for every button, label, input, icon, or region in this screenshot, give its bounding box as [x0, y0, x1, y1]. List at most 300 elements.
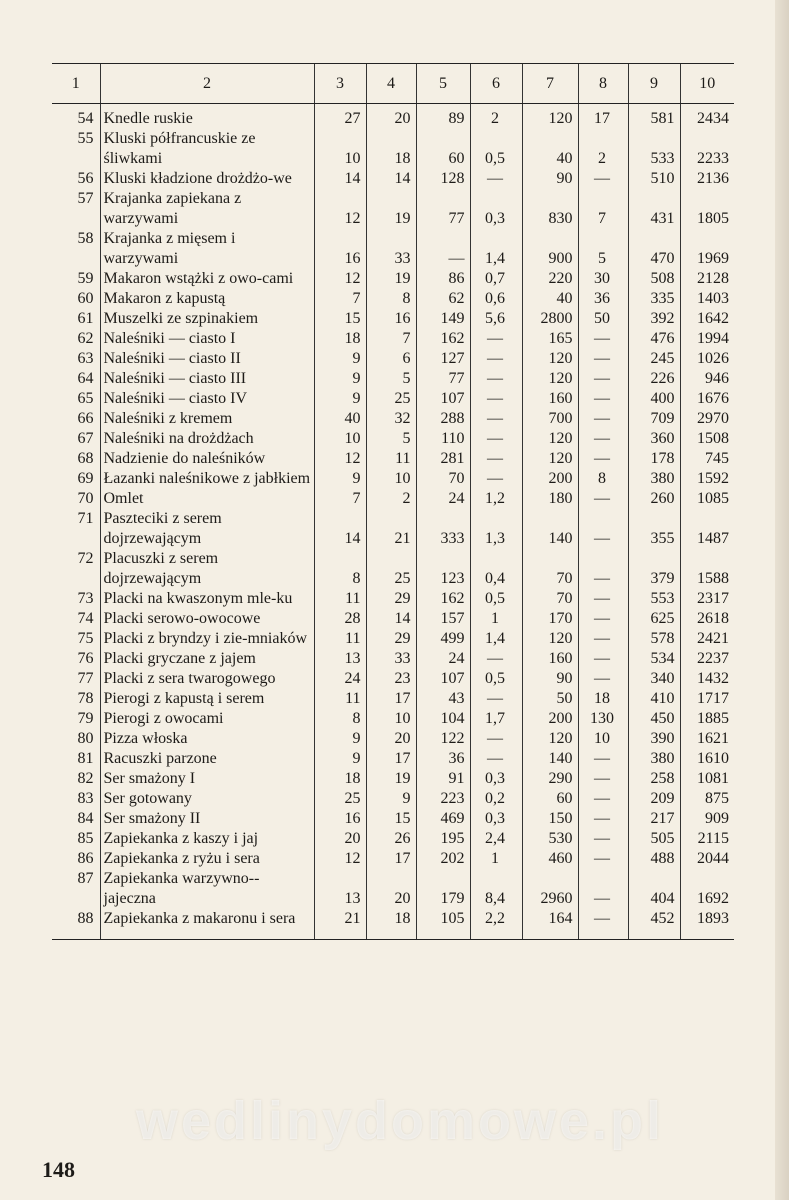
value-col-6: — [470, 349, 522, 369]
value-col-6: 1 [470, 849, 522, 869]
value-col-10: 745 [680, 449, 734, 469]
value-col-7: 160 [522, 649, 578, 669]
value-col-3: 13 [314, 649, 366, 669]
row-number: 86 [77, 850, 94, 867]
value-col-3: 14 [314, 169, 366, 189]
value-col-7: 164 [522, 909, 578, 940]
value-col-7: 170 [522, 609, 578, 629]
value-col-8: — [578, 549, 628, 589]
value-col-4: 21 [366, 509, 416, 549]
value-col-8: — [578, 869, 628, 909]
value-col-9: 534 [628, 649, 680, 669]
value-col-5: 62 [416, 289, 470, 309]
value-col-8: 2 [578, 129, 628, 169]
row-number: 77 [77, 670, 94, 687]
value-col-10: 1642 [680, 309, 734, 329]
value-col-3: 13 [314, 869, 366, 909]
value-col-8: — [578, 169, 628, 189]
col-header-8: 8 [578, 64, 628, 104]
value-col-5: 77 [416, 189, 470, 229]
dish-name: Zapiekanka z kaszy i jaj [100, 829, 314, 849]
value-col-4: 10 [366, 469, 416, 489]
value-col-9: 379 [628, 549, 680, 589]
value-col-3: 15 [314, 309, 366, 329]
value-col-6: 0,3 [470, 769, 522, 789]
row-number: 56 [77, 170, 94, 187]
value-col-6: — [470, 729, 522, 749]
value-col-9: 476 [628, 329, 680, 349]
dish-name: Łazanki naleśnikowe z jabłkiem [100, 469, 314, 489]
value-col-4: 19 [366, 269, 416, 289]
table-row [52, 509, 734, 549]
table-row [52, 709, 734, 729]
value-col-5: 107 [416, 669, 470, 689]
value-col-10: 909 [680, 809, 734, 829]
watermark: wedlinydomowe.pl [135, 1091, 665, 1151]
dish-name: Makaron wstążki z owo-cami [100, 269, 314, 289]
value-col-9: 258 [628, 769, 680, 789]
dish-name: Racuszki parzone [100, 749, 314, 769]
value-col-7: 40 [522, 129, 578, 169]
row-number: 78 [77, 690, 94, 707]
value-col-8: — [578, 649, 628, 669]
table-row [52, 309, 734, 329]
dish-name: Kluski kładzione drożdżo-we [100, 169, 314, 189]
value-col-10: 2421 [680, 629, 734, 649]
table-row [52, 369, 734, 389]
value-col-10: 2044 [680, 849, 734, 869]
value-col-6: 0,4 [470, 549, 522, 589]
dish-name: Pierogi z kapustą i serem [100, 689, 314, 709]
value-col-4: 25 [366, 389, 416, 409]
value-col-4: 26 [366, 829, 416, 849]
value-col-9: 217 [628, 809, 680, 829]
value-col-10: 1621 [680, 729, 734, 749]
col-header-5: 5 [416, 64, 470, 104]
value-col-9: 340 [628, 669, 680, 689]
row-number: 73 [77, 590, 94, 607]
value-col-7: 160 [522, 389, 578, 409]
value-col-7: 120 [522, 629, 578, 649]
row-number: 72 [77, 550, 94, 567]
value-col-3: 9 [314, 749, 366, 769]
value-col-3: 12 [314, 269, 366, 289]
value-col-6: 0,5 [470, 129, 522, 169]
value-col-3: 7 [314, 489, 366, 509]
dish-name: Kluski półfrancuskie ze śliwkami [100, 129, 314, 169]
value-col-4: 32 [366, 409, 416, 429]
value-col-6: 0,5 [470, 589, 522, 609]
value-col-10: 2136 [680, 169, 734, 189]
row-number: 58 [77, 230, 94, 247]
value-col-5: 469 [416, 809, 470, 829]
value-col-5: 149 [416, 309, 470, 329]
value-col-7: 530 [522, 829, 578, 849]
value-col-4: 29 [366, 589, 416, 609]
value-col-10: 2233 [680, 129, 734, 169]
table-row [52, 329, 734, 349]
value-col-4: 2 [366, 489, 416, 509]
table-row [52, 229, 734, 269]
table-row [52, 829, 734, 849]
value-col-4: 20 [366, 729, 416, 749]
table-row [52, 409, 734, 429]
row-number: 85 [77, 830, 94, 847]
value-col-3: 9 [314, 729, 366, 749]
value-col-8: 36 [578, 289, 628, 309]
value-col-10: 2618 [680, 609, 734, 629]
col-header-10: 10 [680, 64, 734, 104]
value-col-5: 162 [416, 329, 470, 349]
value-col-7: 165 [522, 329, 578, 349]
row-number: 67 [77, 430, 94, 447]
value-col-5: 89 [416, 104, 470, 130]
dish-name: Krajanka zapiekana z warzywami [100, 189, 314, 229]
value-col-3: 11 [314, 689, 366, 709]
header-row [52, 64, 734, 104]
value-col-7: 50 [522, 689, 578, 709]
table-row [52, 749, 734, 769]
value-col-8: — [578, 769, 628, 789]
page-edge [775, 0, 789, 1200]
nutrition-table [52, 63, 734, 940]
value-col-10: 1403 [680, 289, 734, 309]
value-col-8: 30 [578, 269, 628, 289]
table-row [52, 469, 734, 489]
dish-name: Zapiekanka z makaronu i sera [100, 909, 314, 940]
value-col-5: 157 [416, 609, 470, 629]
value-col-8: 10 [578, 729, 628, 749]
value-col-10: 2434 [680, 104, 734, 130]
table-row [52, 629, 734, 649]
table-row [52, 429, 734, 449]
value-col-10: 2115 [680, 829, 734, 849]
value-col-3: 11 [314, 629, 366, 649]
value-col-6: — [470, 389, 522, 409]
value-col-5: 104 [416, 709, 470, 729]
value-col-10: 1085 [680, 489, 734, 509]
value-col-9: 335 [628, 289, 680, 309]
dish-name: Makaron z kapustą [100, 289, 314, 309]
dish-name: Omlet [100, 489, 314, 509]
value-col-8: 18 [578, 689, 628, 709]
table-row [52, 609, 734, 629]
value-col-9: 581 [628, 104, 680, 130]
table-row [52, 809, 734, 829]
value-col-9: 260 [628, 489, 680, 509]
value-col-10: 1592 [680, 469, 734, 489]
value-col-5: 123 [416, 549, 470, 589]
value-col-4: 18 [366, 909, 416, 940]
value-col-10: 1893 [680, 909, 734, 940]
value-col-10: 1487 [680, 509, 734, 549]
value-col-4: 33 [366, 649, 416, 669]
dish-name: Pierogi z owocami [100, 709, 314, 729]
dish-name: Placki z sera twarogowego [100, 669, 314, 689]
col-header-2: 2 [100, 64, 314, 104]
value-col-7: 150 [522, 809, 578, 829]
value-col-8: 130 [578, 709, 628, 729]
row-number: 54 [77, 110, 94, 127]
row-number: 68 [77, 450, 94, 467]
value-col-10: 1969 [680, 229, 734, 269]
row-number: 79 [77, 710, 94, 727]
value-col-7: 200 [522, 709, 578, 729]
value-col-6: — [470, 649, 522, 669]
value-col-6: — [470, 749, 522, 769]
value-col-6: — [470, 449, 522, 469]
value-col-4: 29 [366, 629, 416, 649]
value-col-6: 1 [470, 609, 522, 629]
table-row [52, 169, 734, 189]
table-row [52, 869, 734, 909]
value-col-10: 1081 [680, 769, 734, 789]
dish-name: Paszteciki z serem dojrzewającym [100, 509, 314, 549]
dish-name: Placki serowo-owocowe [100, 609, 314, 629]
col-header-3: 3 [314, 64, 366, 104]
value-col-4: 5 [366, 369, 416, 389]
value-col-10: 875 [680, 789, 734, 809]
value-col-4: 19 [366, 189, 416, 229]
value-col-6: 1,2 [470, 489, 522, 509]
row-number: 55 [77, 130, 94, 147]
dish-name: Naleśniki — ciasto II [100, 349, 314, 369]
row-number: 59 [77, 270, 94, 287]
value-col-8: 17 [578, 104, 628, 130]
row-number: 87 [77, 870, 94, 887]
value-col-8: — [578, 629, 628, 649]
value-col-7: 40 [522, 289, 578, 309]
table-row [52, 189, 734, 229]
value-col-9: 510 [628, 169, 680, 189]
dish-name: Krajanka z mięsem i warzywami [100, 229, 314, 269]
value-col-9: 533 [628, 129, 680, 169]
value-col-8: — [578, 809, 628, 829]
value-col-9: 508 [628, 269, 680, 289]
dish-name: Naleśniki na drożdżach [100, 429, 314, 449]
dish-name: Zapiekanka z ryżu i sera [100, 849, 314, 869]
dish-name: Ser gotowany [100, 789, 314, 809]
dish-name: Placki z bryndzy i zie-mniaków [100, 629, 314, 649]
value-col-6: 1,3 [470, 509, 522, 549]
value-col-6: — [470, 329, 522, 349]
value-col-10: 1692 [680, 869, 734, 909]
value-col-5: 499 [416, 629, 470, 649]
value-col-5: 86 [416, 269, 470, 289]
row-number: 70 [77, 490, 94, 507]
value-col-3: 9 [314, 389, 366, 409]
row-number: 61 [77, 310, 94, 327]
row-number: 57 [77, 190, 94, 207]
value-col-8: — [578, 909, 628, 940]
value-col-3: 10 [314, 129, 366, 169]
table-row [52, 769, 734, 789]
table-row [52, 349, 734, 369]
value-col-4: 17 [366, 749, 416, 769]
dish-name: Naleśniki z kremem [100, 409, 314, 429]
col-header-6: 6 [470, 64, 522, 104]
value-col-10: 946 [680, 369, 734, 389]
value-col-9: 470 [628, 229, 680, 269]
value-col-5: 24 [416, 489, 470, 509]
value-col-3: 10 [314, 429, 366, 449]
value-col-6: 1,4 [470, 629, 522, 649]
value-col-7: 2960 [522, 869, 578, 909]
value-col-10: 1026 [680, 349, 734, 369]
value-col-6: 2 [470, 104, 522, 130]
value-col-9: 410 [628, 689, 680, 709]
value-col-8: — [578, 369, 628, 389]
row-number: 81 [77, 750, 94, 767]
value-col-10: 2237 [680, 649, 734, 669]
value-col-10: 1432 [680, 669, 734, 689]
row-number: 84 [77, 810, 94, 827]
value-col-4: 23 [366, 669, 416, 689]
value-col-5: 179 [416, 869, 470, 909]
value-col-3: 8 [314, 709, 366, 729]
value-col-8: — [578, 509, 628, 549]
table-row [52, 689, 734, 709]
value-col-7: 90 [522, 669, 578, 689]
value-col-8: — [578, 669, 628, 689]
table-row [52, 909, 734, 940]
value-col-10: 2317 [680, 589, 734, 609]
value-col-6: — [470, 169, 522, 189]
value-col-4: 7 [366, 329, 416, 349]
value-col-9: 392 [628, 309, 680, 329]
value-col-4: 17 [366, 689, 416, 709]
value-col-4: 18 [366, 129, 416, 169]
row-number: 71 [77, 510, 94, 527]
table-row [52, 269, 734, 289]
row-number: 60 [77, 290, 94, 307]
value-col-6: — [470, 429, 522, 449]
value-col-6: 0,3 [470, 809, 522, 829]
value-col-5: 110 [416, 429, 470, 449]
value-col-9: 390 [628, 729, 680, 749]
value-col-8: 50 [578, 309, 628, 329]
value-col-10: 1994 [680, 329, 734, 349]
value-col-8: — [578, 389, 628, 409]
value-col-3: 11 [314, 589, 366, 609]
value-col-3: 16 [314, 229, 366, 269]
value-col-6: 1,7 [470, 709, 522, 729]
value-col-3: 14 [314, 509, 366, 549]
value-col-9: 553 [628, 589, 680, 609]
value-col-7: 90 [522, 169, 578, 189]
row-number: 74 [77, 610, 94, 627]
value-col-5: 128 [416, 169, 470, 189]
value-col-3: 40 [314, 409, 366, 429]
value-col-7: 200 [522, 469, 578, 489]
value-col-10: 1508 [680, 429, 734, 449]
value-col-9: 178 [628, 449, 680, 469]
value-col-3: 9 [314, 369, 366, 389]
row-number: 66 [77, 410, 94, 427]
value-col-7: 120 [522, 104, 578, 130]
table-row [52, 669, 734, 689]
value-col-5: 333 [416, 509, 470, 549]
value-col-9: 400 [628, 389, 680, 409]
value-col-7: 700 [522, 409, 578, 429]
value-col-10: 2128 [680, 269, 734, 289]
row-number: 64 [77, 370, 94, 387]
value-col-8: 8 [578, 469, 628, 489]
value-col-3: 12 [314, 189, 366, 229]
value-col-7: 120 [522, 349, 578, 369]
value-col-5: 195 [416, 829, 470, 849]
value-col-5: 91 [416, 769, 470, 789]
table-row [52, 649, 734, 669]
table-row [52, 129, 734, 169]
table-row [52, 729, 734, 749]
value-col-9: 226 [628, 369, 680, 389]
col-header-7: 7 [522, 64, 578, 104]
dish-name: Pizza włoska [100, 729, 314, 749]
value-col-4: 15 [366, 809, 416, 829]
value-col-3: 20 [314, 829, 366, 849]
dish-name: Nadzienie do naleśników [100, 449, 314, 469]
value-col-3: 8 [314, 549, 366, 589]
table-row [52, 789, 734, 809]
col-header-9: 9 [628, 64, 680, 104]
value-col-7: 2800 [522, 309, 578, 329]
value-col-7: 70 [522, 589, 578, 609]
value-col-9: 209 [628, 789, 680, 809]
value-col-4: 17 [366, 849, 416, 869]
dish-name: Naleśniki — ciasto I [100, 329, 314, 349]
value-col-7: 120 [522, 729, 578, 749]
table-body [52, 104, 734, 940]
value-col-9: 380 [628, 469, 680, 489]
value-col-3: 7 [314, 289, 366, 309]
table-row [52, 549, 734, 589]
value-col-8: — [578, 409, 628, 429]
value-col-5: 281 [416, 449, 470, 469]
value-col-5: 43 [416, 689, 470, 709]
value-col-7: 120 [522, 429, 578, 449]
value-col-4: 14 [366, 169, 416, 189]
value-col-5: 122 [416, 729, 470, 749]
value-col-9: 505 [628, 829, 680, 849]
dish-name: Knedle ruskie [100, 104, 314, 130]
value-col-3: 24 [314, 669, 366, 689]
value-col-4: 6 [366, 349, 416, 369]
value-col-10: 1588 [680, 549, 734, 589]
value-col-4: 9 [366, 789, 416, 809]
table-row [52, 289, 734, 309]
dish-name: Naleśniki — ciasto IV [100, 389, 314, 409]
value-col-7: 220 [522, 269, 578, 289]
value-col-8: — [578, 749, 628, 769]
value-col-8: — [578, 329, 628, 349]
value-col-4: 33 [366, 229, 416, 269]
value-col-9: 380 [628, 749, 680, 769]
value-col-9: 625 [628, 609, 680, 629]
value-col-7: 60 [522, 789, 578, 809]
value-col-6: 0,2 [470, 789, 522, 809]
dish-name: Muszelki ze szpinakiem [100, 309, 314, 329]
value-col-4: 16 [366, 309, 416, 329]
value-col-7: 120 [522, 369, 578, 389]
col-header-4: 4 [366, 64, 416, 104]
dish-name: Naleśniki — ciasto III [100, 369, 314, 389]
value-col-9: 355 [628, 509, 680, 549]
value-col-5: 105 [416, 909, 470, 940]
value-col-7: 70 [522, 549, 578, 589]
row-number: 65 [77, 390, 94, 407]
value-col-5: 70 [416, 469, 470, 489]
